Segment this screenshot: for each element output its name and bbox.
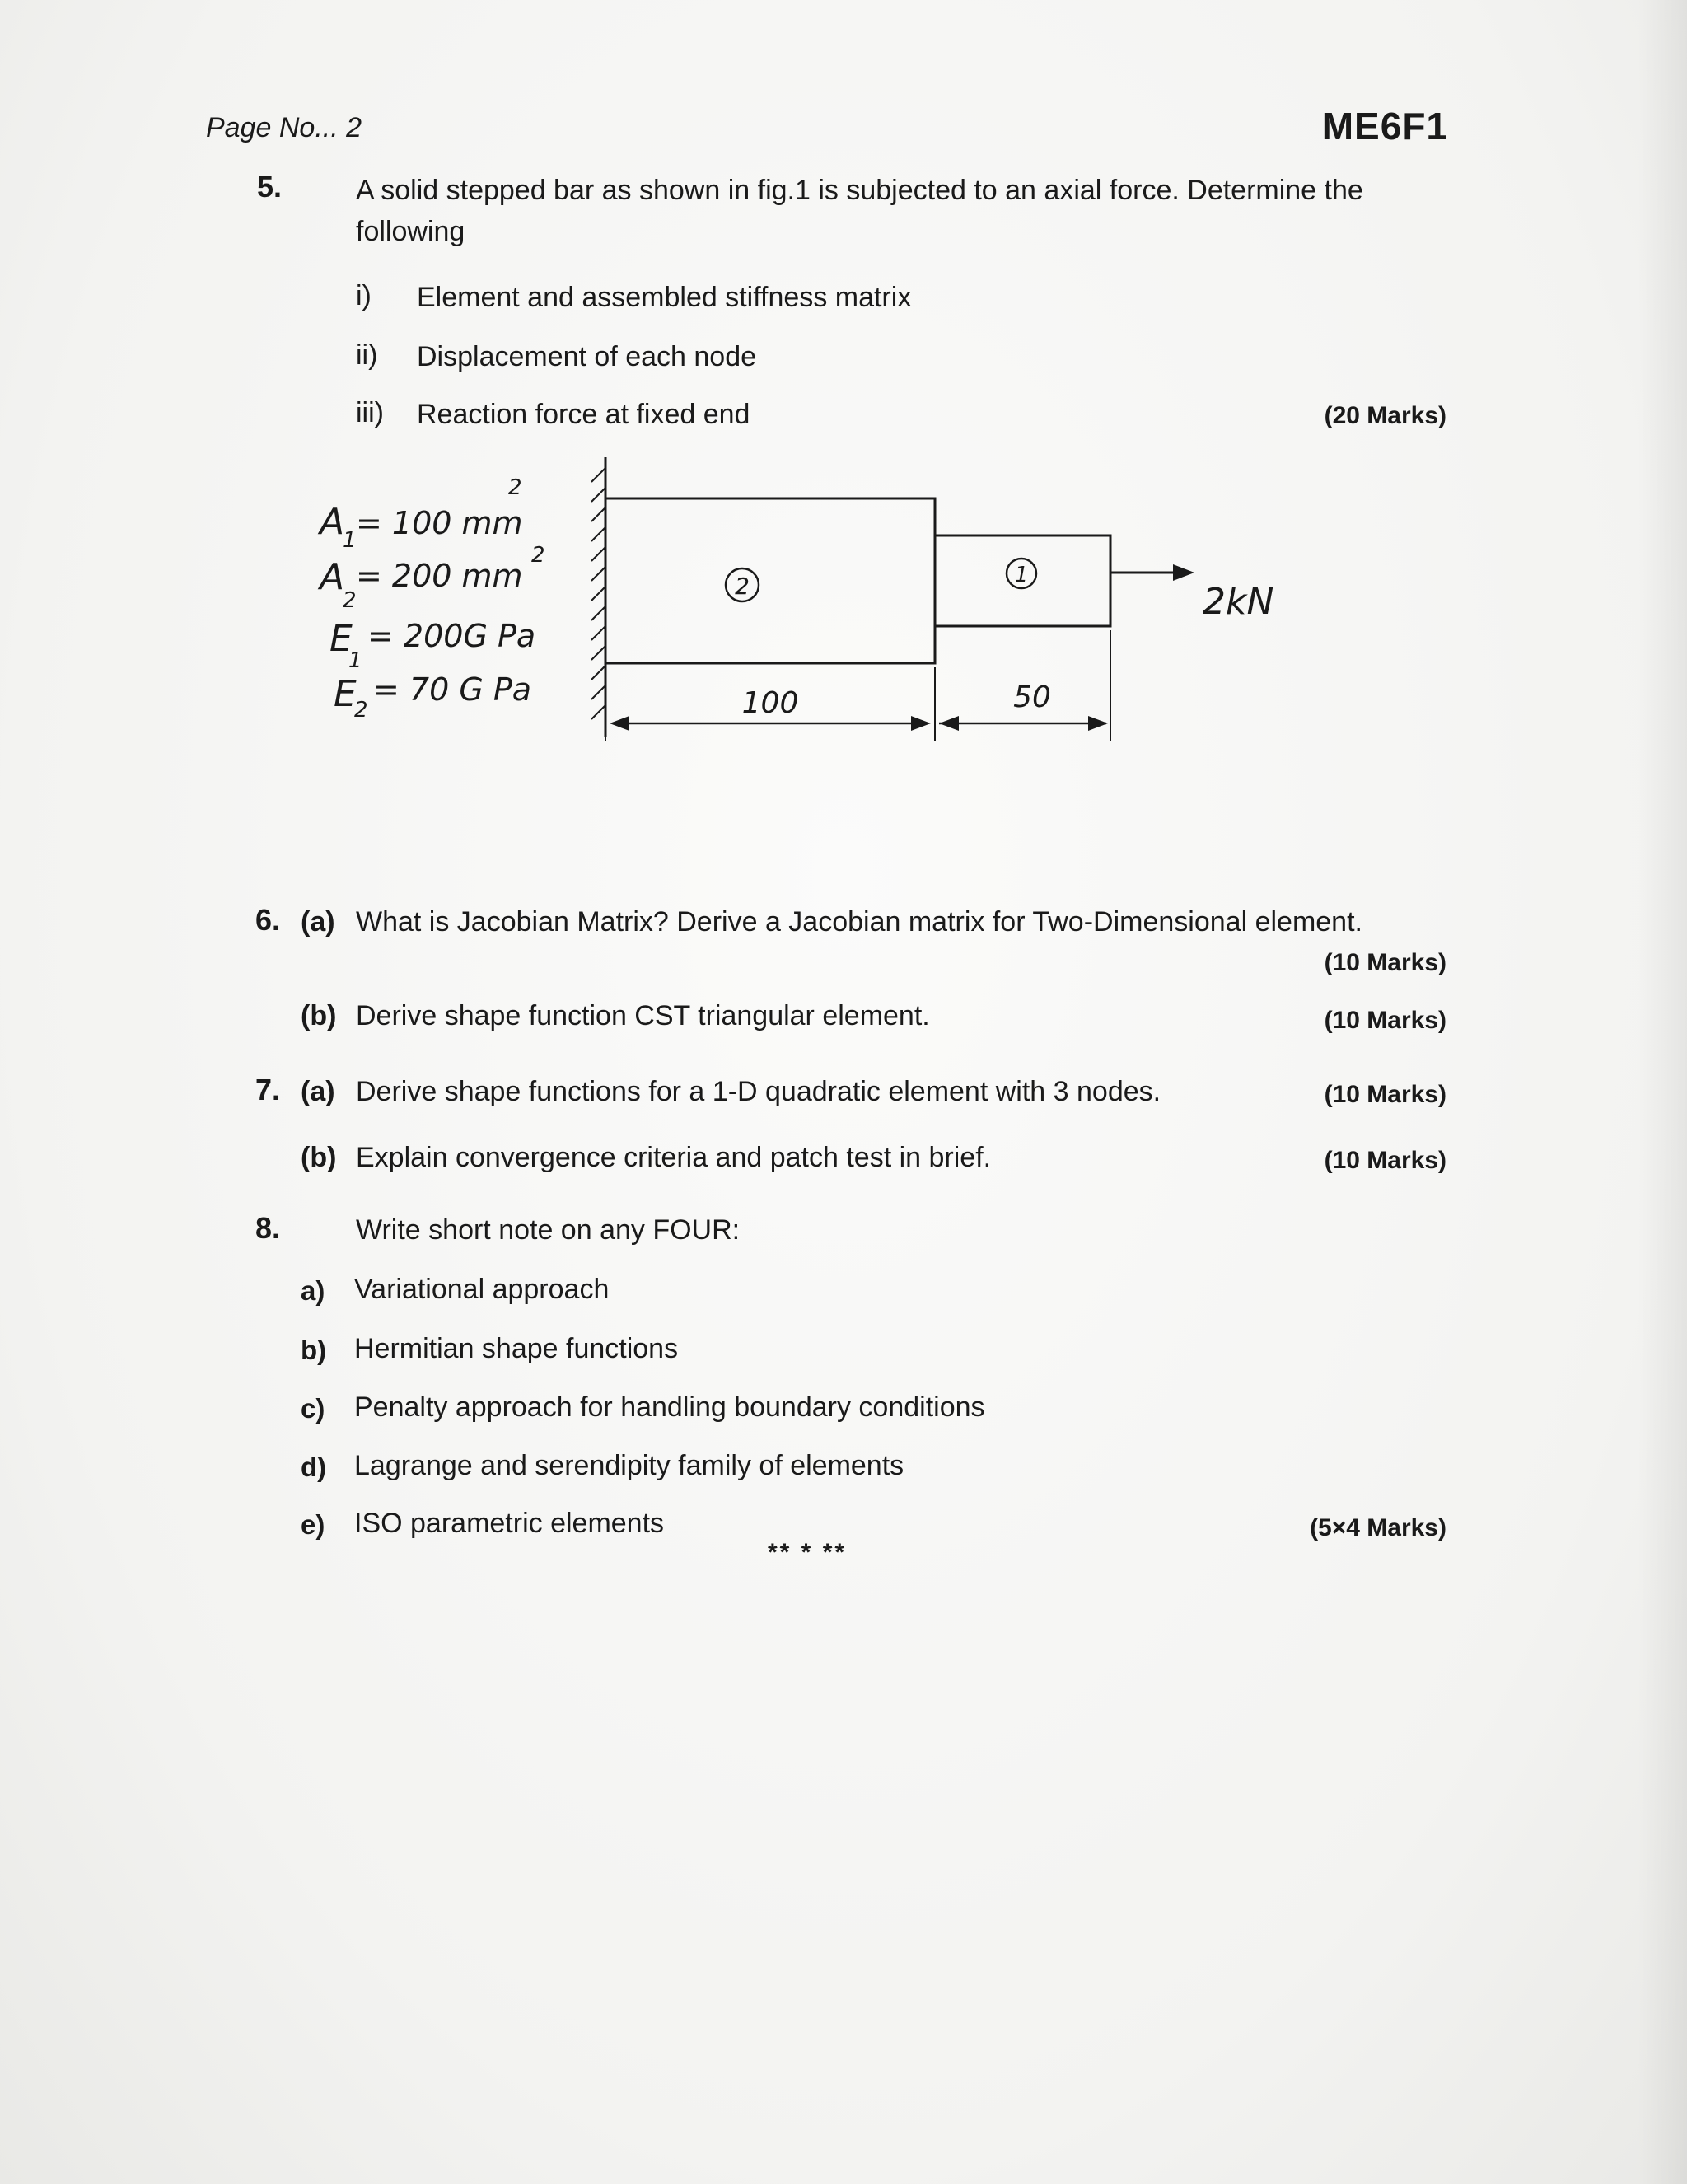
dim-arrow-50-right [1088,716,1108,731]
q8-item-c-text: Penalty approach for handling boundary conditions [354,1391,985,1423]
paper-code: ME6F1 [1321,105,1448,147]
element-2-rect [605,498,935,663]
q6b-marks: (10 Marks) [1324,1007,1446,1034]
svg-text:A: A [320,501,345,543]
q7a-marks: (10 Marks) [1324,1081,1446,1108]
dim-label-100: 100 [741,686,799,720]
svg-text:1: 1 [348,648,362,673]
q7a-label: (a) [301,1076,335,1107]
q8-item-d-letter: d) [301,1452,327,1482]
svg-text:2: 2 [343,588,357,613]
q8-item-e-text: ISO parametric elements [354,1508,665,1539]
question-5-number: 5. [257,170,283,203]
q6b-text: Derive shape function CST triangular element. [356,1000,930,1031]
q5-item-2-number: ii) [356,339,378,371]
q8-item-e-letter: e) [301,1509,325,1540]
q6a-marks: (10 Marks) [1324,949,1446,976]
q6b-label: (b) [301,1000,337,1031]
q7a-text: Derive shape functions for a 1-D quadratic element with 3 nodes. [356,1076,1161,1107]
property-a2 [317,543,545,613]
svg-text:= 200G Pa: = 200G Pa [367,618,536,654]
q5-item-3-text: Reaction force at fixed end [417,399,750,430]
dim-arrow-100-left [610,716,629,731]
svg-text:2: 2 [531,543,545,568]
end-marker: ** * ** [768,1539,848,1566]
question-7-number: 7. [255,1073,281,1106]
property-a1 [317,475,523,553]
element-2-label: 2 [735,573,750,600]
question-5-text-line1: A solid stepped bar as shown in fig.1 is subjected to an axial force. Determine the [356,175,1363,206]
q5-item-2-text: Displacement of each node [417,341,757,372]
svg-text:A: A [320,556,345,598]
q8-item-a-letter: a) [301,1275,325,1306]
svg-text:1: 1 [343,528,357,553]
q8-item-c-letter: c) [301,1393,325,1424]
property-e1 [329,618,535,673]
svg-text:= 200 mm: = 200 mm [356,558,523,594]
q8-marks: (5×4 Marks) [1310,1514,1446,1541]
question-8-number: 8. [255,1211,281,1245]
dim-arrow-50-left [939,716,959,731]
q5-marks: (20 Marks) [1324,402,1446,429]
q5-item-1-number: i) [356,280,372,311]
q8-item-b-letter: b) [301,1335,327,1365]
force-arrow-head [1173,564,1194,581]
property-e2 [334,671,531,723]
q7b-label: (b) [301,1142,337,1173]
fixed-wall-hatch [591,468,605,719]
svg-text:2: 2 [354,698,368,723]
q8-item-b-text: Hermitian shape functions [354,1333,679,1364]
q5-item-3-number: iii) [356,397,384,428]
q8-item-a-text: Variational approach [354,1274,610,1305]
element-1-label: 1 [1014,563,1029,587]
q8-text: Write short note on any FOUR: [356,1214,741,1246]
dim-arrow-100-right [911,716,931,731]
svg-text:= 100 mm: = 100 mm [356,505,523,541]
question-5-text-line2: following [356,216,465,247]
page-number: Page No... 2 [206,112,362,143]
svg-text:2: 2 [508,475,522,500]
q7b-text: Explain convergence criteria and patch test in brief. [356,1142,992,1173]
svg-text:E: E [329,618,353,660]
force-label: 2kN [1203,581,1274,623]
svg-text:= 70 G Pa: = 70 G Pa [373,671,532,708]
q6a-text: What is Jacobian Matrix? Derive a Jacobian matrix for Two-Dimensional element. [356,906,1362,938]
q8-item-d-text: Lagrange and serendipity family of elements [354,1450,904,1481]
q5-item-1-text: Element and assembled stiffness matrix [417,282,912,313]
q6a-label: (a) [301,906,335,938]
q7b-marks: (10 Marks) [1324,1147,1446,1174]
dim-label-50: 50 [1013,680,1051,714]
question-6-number: 6. [255,903,281,937]
svg-text:E: E [334,673,357,715]
